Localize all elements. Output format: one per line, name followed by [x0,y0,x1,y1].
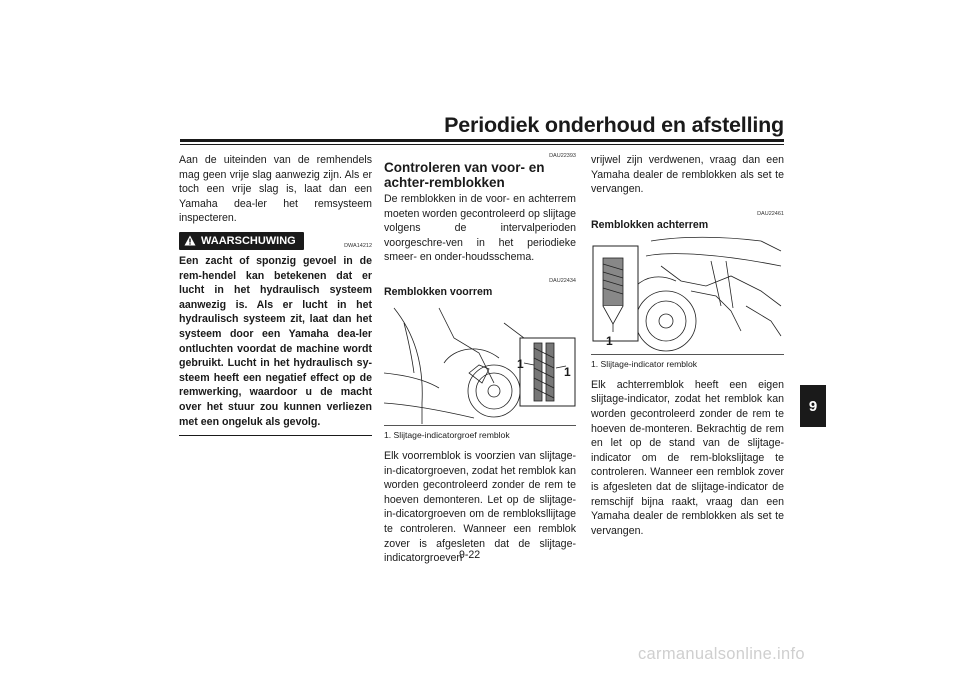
figure-callout-rear: 1 [606,333,613,348]
warning-badge [179,232,304,250]
figure-callout-1a: 1 [517,356,524,371]
warning-end-rule [179,435,372,436]
section-code: DAU22393 [549,153,576,159]
warning-header [179,232,372,250]
watermark: carmanualsonline.info [638,645,805,663]
front-brake-illustration [384,303,576,425]
subsection-title-rear: Remblokken achterrem [591,218,709,231]
rear-brake-figure [591,236,784,355]
column-1 [179,153,372,436]
page-title: Periodiek onderhoud en afstelling [444,113,784,137]
column-2 [384,153,576,566]
warning-label: WAARSCHUWING [201,234,296,247]
rear-brake-body: Elk achterremblok heeft een eigen slijtage-indicator, zodat het remblok kan worden gecontroleerd zonder de rem te hoeven de-monteren. Bekrachtig de rem en let op de stand van de slijtage-indicator om de rem-blokslijtage te controleren. Wanneer een remblok zover is afgesleten dat de slijtage-indicator de remschijf bijna raakt, vraag dan een Yamaha dealer de remblokken als set te vervangen. [591,378,784,537]
rear-figure-caption: 1. Slijtage-indicator remblok [591,358,698,369]
front-brake-continuation: vrijwel zijn verdwenen, vraag dan een Yamaha dealer de remblokken als set te vervangen. [591,154,784,196]
intro-paragraph: Aan de uiteinden van de remhendels mag geen vrije slag aanwezig zijn. Als er toch een vrije slag is, laat dan een Yamaha dea-ler het remsysteem inspecteren. [179,154,372,225]
warning-code: DWA14212 [344,242,372,249]
section-intro: De remblokken in de voor- en achterrem moeten worden gecontroleerd op slijtage volgens de intervalperioden voorgeschre-ven in het periodieke smeer- en onder-houdsschema. [384,193,576,264]
front-brake-figure [384,303,576,426]
header-rule-thin [180,144,784,145]
subsection-title: Remblokken voorrem [384,285,493,298]
subsection-code-rear: DAU22461 [757,210,784,217]
section-title: Controleren van voor- en achter-remblokken [384,160,545,190]
rear-brake-illustration [591,236,784,354]
warning-triangle-icon [184,235,196,246]
figure-callout-1b: 1 [564,364,571,379]
column-3 [591,153,784,538]
header-rule [180,139,784,142]
page-number: 9-22 [459,549,481,561]
front-brake-body: Elk voorremblok is voorzien van slijtage-in-dicatorgroeven, zodat het remblok kan worden gecontroleerd zonder de rem te hoeven demonteren. Let op de slijtage-in-dicatorgroeven om de rembloksllijtage te controleren. Wanneer een remblok zover is afgesleten dat de slijtage-indicatorgroeven [384,449,576,565]
subsection-code: DAU22434 [549,277,576,284]
chapter-tab: 9 [800,385,826,427]
front-figure-caption: 1. Slijtage-indicatorgroef remblok [384,429,510,440]
warning-text: Een zacht of sponzig gevoel in de rem-hendel kan betekenen dat er lucht in het hydraulisch systeem aanwezig is. Als er lucht in het hydraulisch systeem zit, laat dan het systeem door een Yamaha dea-ler ontluchten voordat de machine wordt gebruikt. Lucht in het hydraulisch sy-steem heeft een negatief effect op de remwerking, waardoor u de macht over het stuur zou kunnen verliezen met een ongeluk als gevolg. [179,254,372,428]
